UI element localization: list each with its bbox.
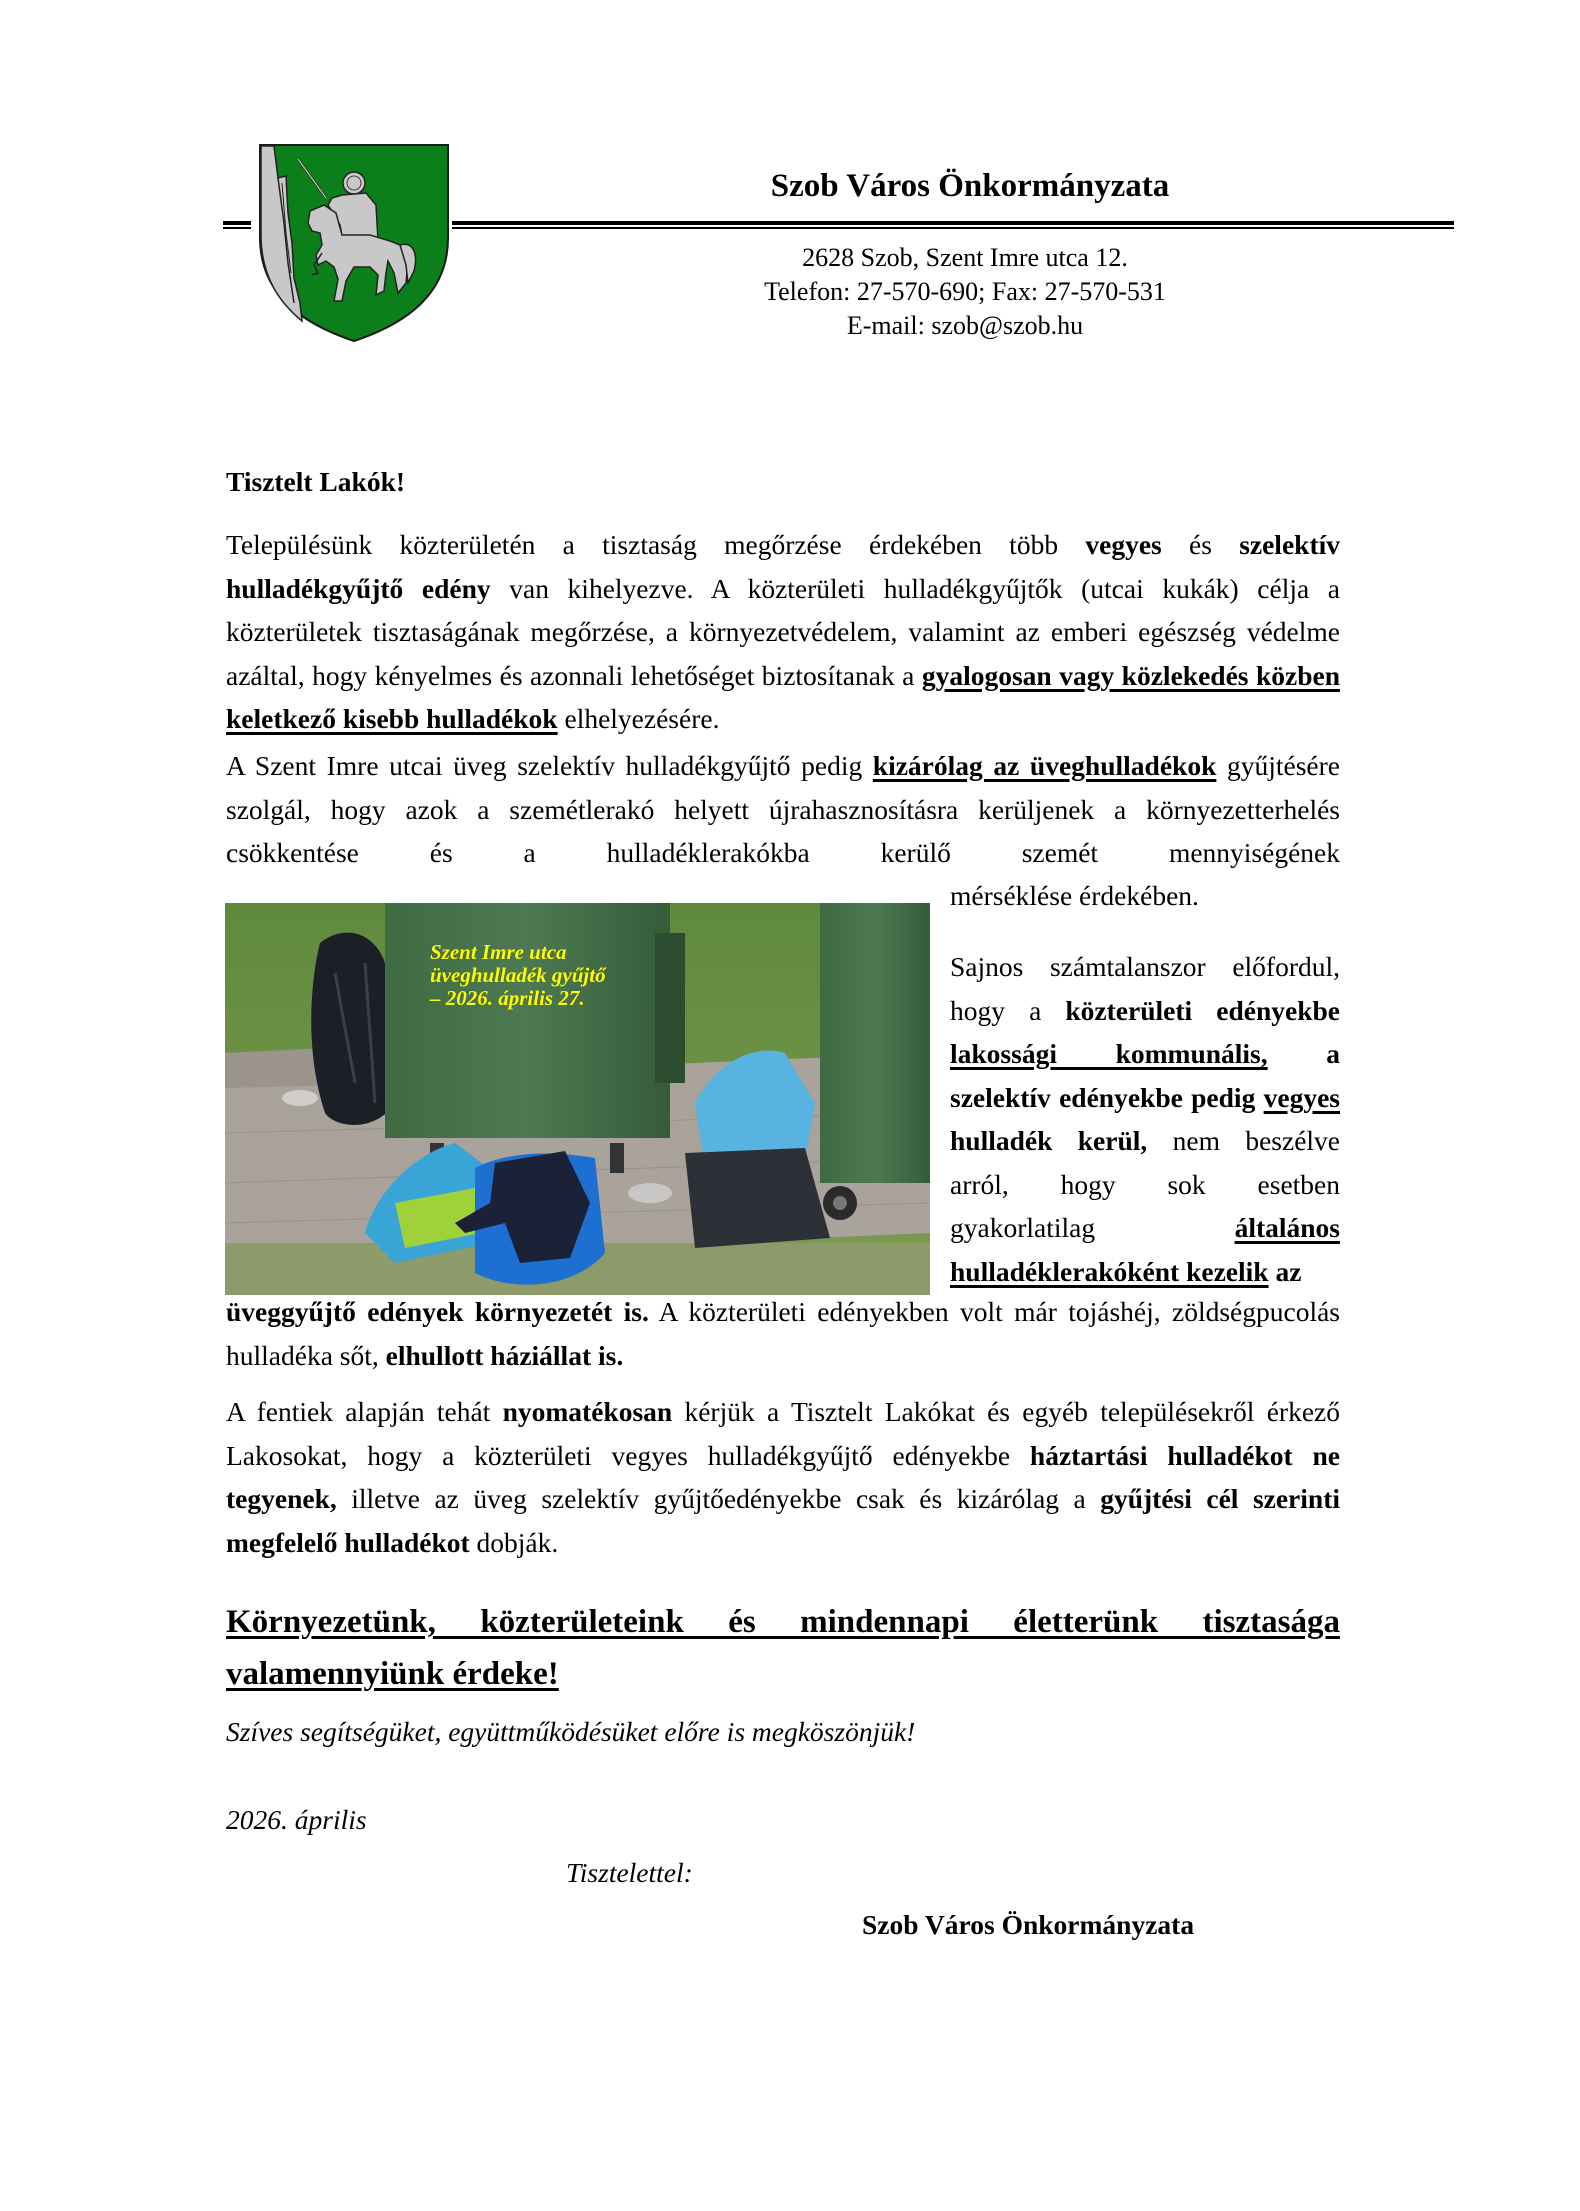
bold-text: közterületi edényekbe [1065, 994, 1340, 1026]
text: nem beszélve arról, hogy sok esetben gyakorlatilag [950, 1125, 1340, 1243]
paragraph-4 [226, 1390, 1340, 1564]
header-rule-right-thin [452, 227, 1454, 229]
text: Sajnos számtalanszor előfordul, hogy a [950, 951, 1340, 1026]
waste-photo [225, 903, 930, 1295]
text: elhelyezésére. [557, 703, 720, 734]
slogan-heading: Környezetünk, közterületeink és mindennapi életterünk tisztasága valamennyiünk érdeke! [226, 1604, 1340, 1692]
signature: Szob Város Önkormányzata [862, 1909, 1195, 1940]
bold-text: az [1268, 1255, 1302, 1287]
text: dobják. [469, 1526, 559, 1558]
organization-title: Szob Város Önkormányzata [770, 168, 1170, 204]
header-rule-right-thick [452, 221, 1454, 225]
bold-text: háztartási hulladékot ne tegyenek, [226, 1439, 1340, 1514]
text: gyűjtésére szolgál, hogy azok a szemétlerakó helyett újrahasznosításra kerüljenek a környezetterhelés csökkentése és a hulladéklerakókba kerülő szemét mennyiségének [226, 750, 1340, 868]
greeting: Tisztelt Lakók! [226, 466, 406, 497]
text: illetve az üveg szelektív gyűjtőedényekbe csak és kizárólag a [336, 1483, 1101, 1514]
caption-line: – 2026. április 27. [430, 986, 585, 1010]
paragraph-1 [226, 523, 1340, 741]
text: A közterületi edényekben volt már tojáshéj, zöldségpucolás hulladéka sőt, [226, 1296, 1340, 1371]
underlined-bold-text: általános hulladéklerakóként kezelik [950, 1212, 1340, 1287]
city-crest-logo [258, 143, 450, 343]
thanks-line: Szíves segítségüket, együttműködésüket előre is megköszönjük! [226, 1716, 916, 1747]
crest-shield-icon [258, 143, 450, 343]
letter-date: 2026. április [226, 1804, 367, 1835]
bold-text: vegyes [1085, 529, 1162, 560]
bold-text: üveggyűjtő edények környezetét is. [226, 1296, 649, 1327]
bold-text: elhullott háziállat is. [385, 1339, 624, 1371]
underlined-bold-text: lakossági kommunális, [950, 1038, 1268, 1069]
phone-fax-line: Telefon: 27-570-690; Fax: 27-570-531 [764, 277, 1166, 306]
underlined-bold-text: kizárólag az üveghulladékok [872, 750, 1217, 781]
text: kérjük a Tisztelt Lakókat és egyéb településekről érkező Lakosokat, hogy a közterületi vegyes hulladékgyűjtő edényekbe [226, 1396, 1340, 1471]
contact-block [640, 241, 1290, 343]
bold-text: gyűjtési cél szerinti megfelelő hulladékot [226, 1483, 1340, 1558]
paragraph-2-end: mérséklése érdekében. [950, 880, 1199, 911]
header-rule-left-thin [223, 227, 251, 229]
text: van kihelyezve. A közterületi hulladékgyűjtők (utcai kukák) célja a közterületek tisztaságának megőrzése, a környezetvédelem, valamint az emberi egészség védelme azáltal, hogy kényelmes és azonnali lehetőséget biztosítanak a [226, 572, 1340, 691]
bold-text: szelektív hulladékgyűjtő edény [226, 529, 1340, 604]
address-line: 2628 Szob, Szent Imre utca 12. [802, 243, 1128, 272]
text: Településünk közterületén a tisztaság megőrzése érdekében több [226, 529, 1086, 560]
text: A Szent Imre utcai üveg szelektív hulladékgyűjtő pedig [226, 750, 873, 781]
text: A fentiek alapján tehát [226, 1396, 503, 1427]
paragraph-3-continued [226, 1290, 1340, 1377]
caption-line: Szent Imre utca [430, 940, 567, 964]
underlined-bold-text: vegyes [1263, 1081, 1340, 1113]
bold-text: nyomatékosan [502, 1396, 673, 1427]
paragraph-2 [226, 744, 1340, 875]
bold-text: hulladék kerül, [950, 1125, 1148, 1156]
header-rule-left-thick [223, 221, 251, 225]
underlined-bold-text: gyalogosan vagy közlekedés közben keletkező kisebb hulladékok [226, 659, 1340, 734]
closing-regards: Tisztelettel: [566, 1857, 693, 1888]
photo-caption [430, 941, 606, 1010]
caption-line: üveghulladék gyűjtő [430, 963, 606, 987]
paragraph-3 [950, 945, 1340, 1293]
text: és [1161, 529, 1240, 560]
bold-text: a szelektív edényekbe pedig [950, 1038, 1340, 1113]
email-line: E-mail: szob@szob.hu [846, 311, 1084, 340]
